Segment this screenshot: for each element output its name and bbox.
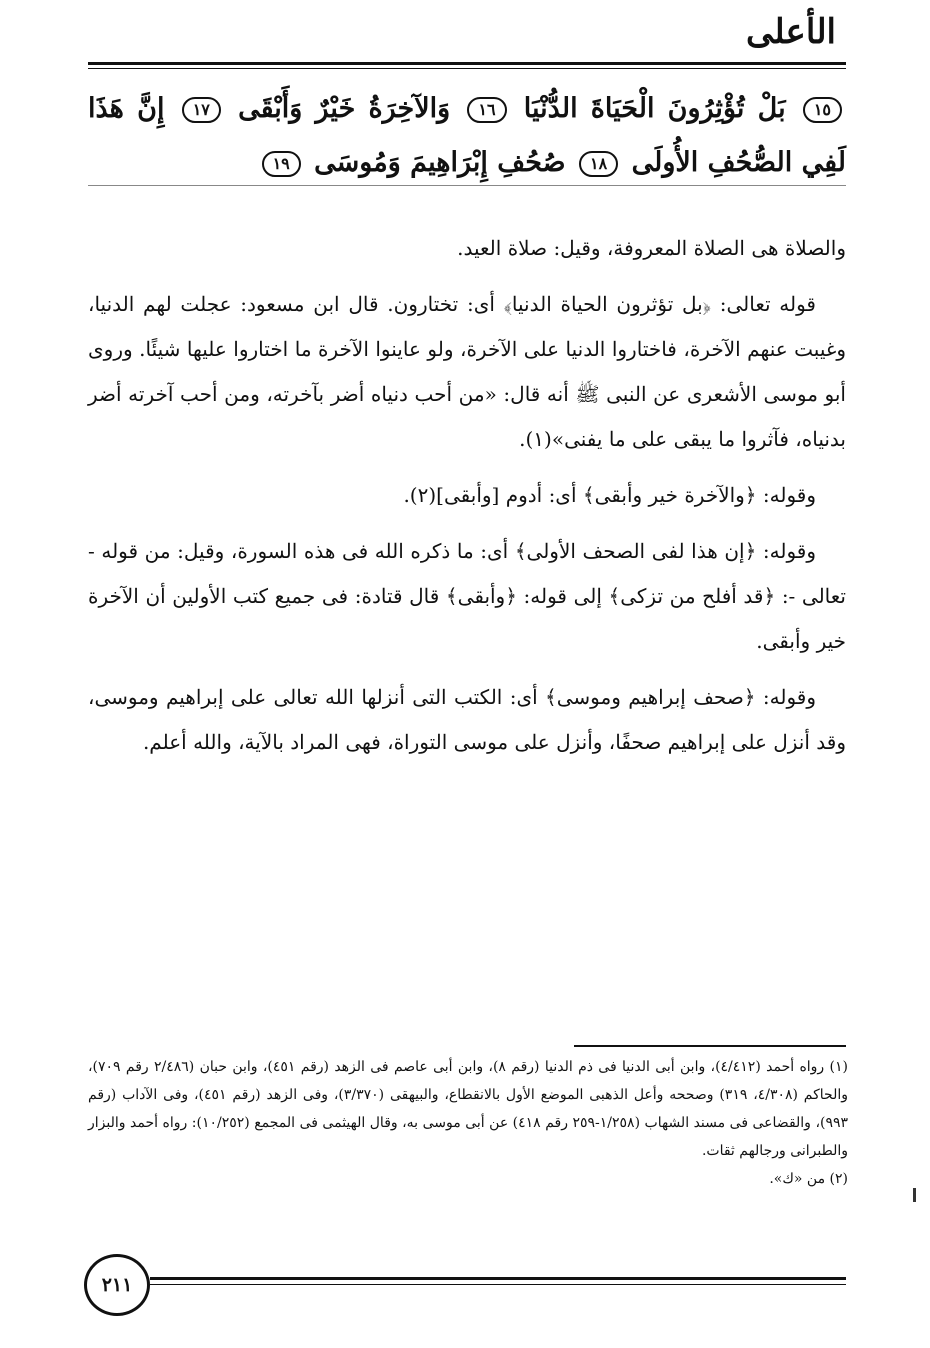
verse-number-marker: ١٩ bbox=[262, 151, 301, 177]
commentary-body bbox=[88, 226, 846, 776]
verse-text: وَالآخِرَةُ خَيْرٌ وَأَبْقَى bbox=[238, 93, 451, 124]
commentary-paragraph: والصلاة هى الصلاة المعروفة، وقيل: صلاة العيد. bbox=[457, 236, 846, 260]
verse-number-marker: ١٥ bbox=[803, 97, 842, 123]
footer-rule-thin bbox=[150, 1284, 846, 1285]
footer-rule-thick bbox=[150, 1277, 846, 1280]
verses-separator bbox=[88, 185, 846, 186]
commentary-paragraph: قوله تعالى: ﴿بل تؤثرون الحياة الدنيا﴾ أى: تختارون. قال ابن مسعود: عجلت لهم الدنيا، وغيبت عنهم الآخرة، فاختاروا الدنيا على الآخرة، ولو عاينوا الآخرة ما اختاروا عليها شيئًا. وروى أبو موسى الأشعرى عن النبى ﷺ أنه قال: «من أحب دنياه أضر بآخرته، ومن أحب آخرته أضر بدنياه، فآثروا ما يبقى على ما يفنى»(١). bbox=[88, 292, 846, 451]
verse-number-marker: ١٨ bbox=[579, 151, 618, 177]
verse-number-marker: ١٦ bbox=[467, 97, 506, 123]
verse-text: إِنَّ هَذَا لَفِي الصُّحُفِ الأُولَى bbox=[88, 93, 846, 178]
footnote: (٢) من «ك». bbox=[769, 1171, 848, 1187]
commentary-paragraph: وقوله: ﴿والآخرة خير وأبقى﴾ أى: أدوم [وأبقى](٢). bbox=[403, 483, 816, 507]
verse-text: بَلْ تُؤْثِرُونَ الْحَيَاةَ الدُّنْيَا bbox=[523, 93, 786, 124]
footnote: (١) رواه أحمد (٤/٤١٢)، وابن أبى الدنيا فى ذم الدنيا (رقم ٨)، وابن أبى عاصم فى الزهد (رقم ٤٥١)، وابن حبان (٢/٤٨٦ رقم ٧٠٩)، والحاكم (٤/٣٠٨، ٣١٩) وصححه وأعل الذهبى الموضع الأول بالانقطاع، والبيهقى (٣/٣٧٠)، وفى الزهد (رقم ٤٥١)، وفى الآداب (رقم ٩٩٣)، والقضاعى فى مسند الشهاب (١/٢٥٨-٢٥٩ رقم ٤١٨) عن أبى موسى به، وقال الهيثمى فى المجمع (١٠/٢٥٢): رواه أحمد والبزار والطبرانى ورجالهم ثقات. bbox=[88, 1059, 849, 1159]
verse-text: صُحُفِ إِبْرَاهِيمَ وَمُوسَى bbox=[314, 147, 566, 178]
commentary-paragraph: وقوله: ﴿إن هذا لفى الصحف الأولى﴾ أى: ما ذكره الله فى هذه السورة، وقيل: من قوله - تعالى -: ﴿قد أفلح من تزكى﴾ إلى قوله: ﴿وأبقى﴾ قال قتادة: فى جميع كتب الأولين أن الآخرة خير وأبقى. bbox=[88, 539, 846, 653]
footnote-separator bbox=[574, 1045, 846, 1047]
verse-number-marker: ١٧ bbox=[182, 97, 221, 123]
header-rule-thin bbox=[88, 68, 846, 69]
footnotes bbox=[88, 1053, 848, 1193]
header-rule-thick bbox=[88, 62, 846, 65]
margin-mark bbox=[913, 1188, 916, 1202]
quran-verses bbox=[88, 82, 846, 190]
page-number: ٢١١ bbox=[84, 1254, 150, 1316]
commentary-paragraph: وقوله: ﴿صحف إبراهيم وموسى﴾ أى: الكتب التى أنزلها الله تعالى على إبراهيم وموسى، وقد أنزل على إبراهيم صحفًا، وأنزل على موسى التوراة، فهى المراد بالآية، والله أعلم. bbox=[88, 685, 846, 754]
surah-title: الأعلى bbox=[745, 12, 836, 52]
